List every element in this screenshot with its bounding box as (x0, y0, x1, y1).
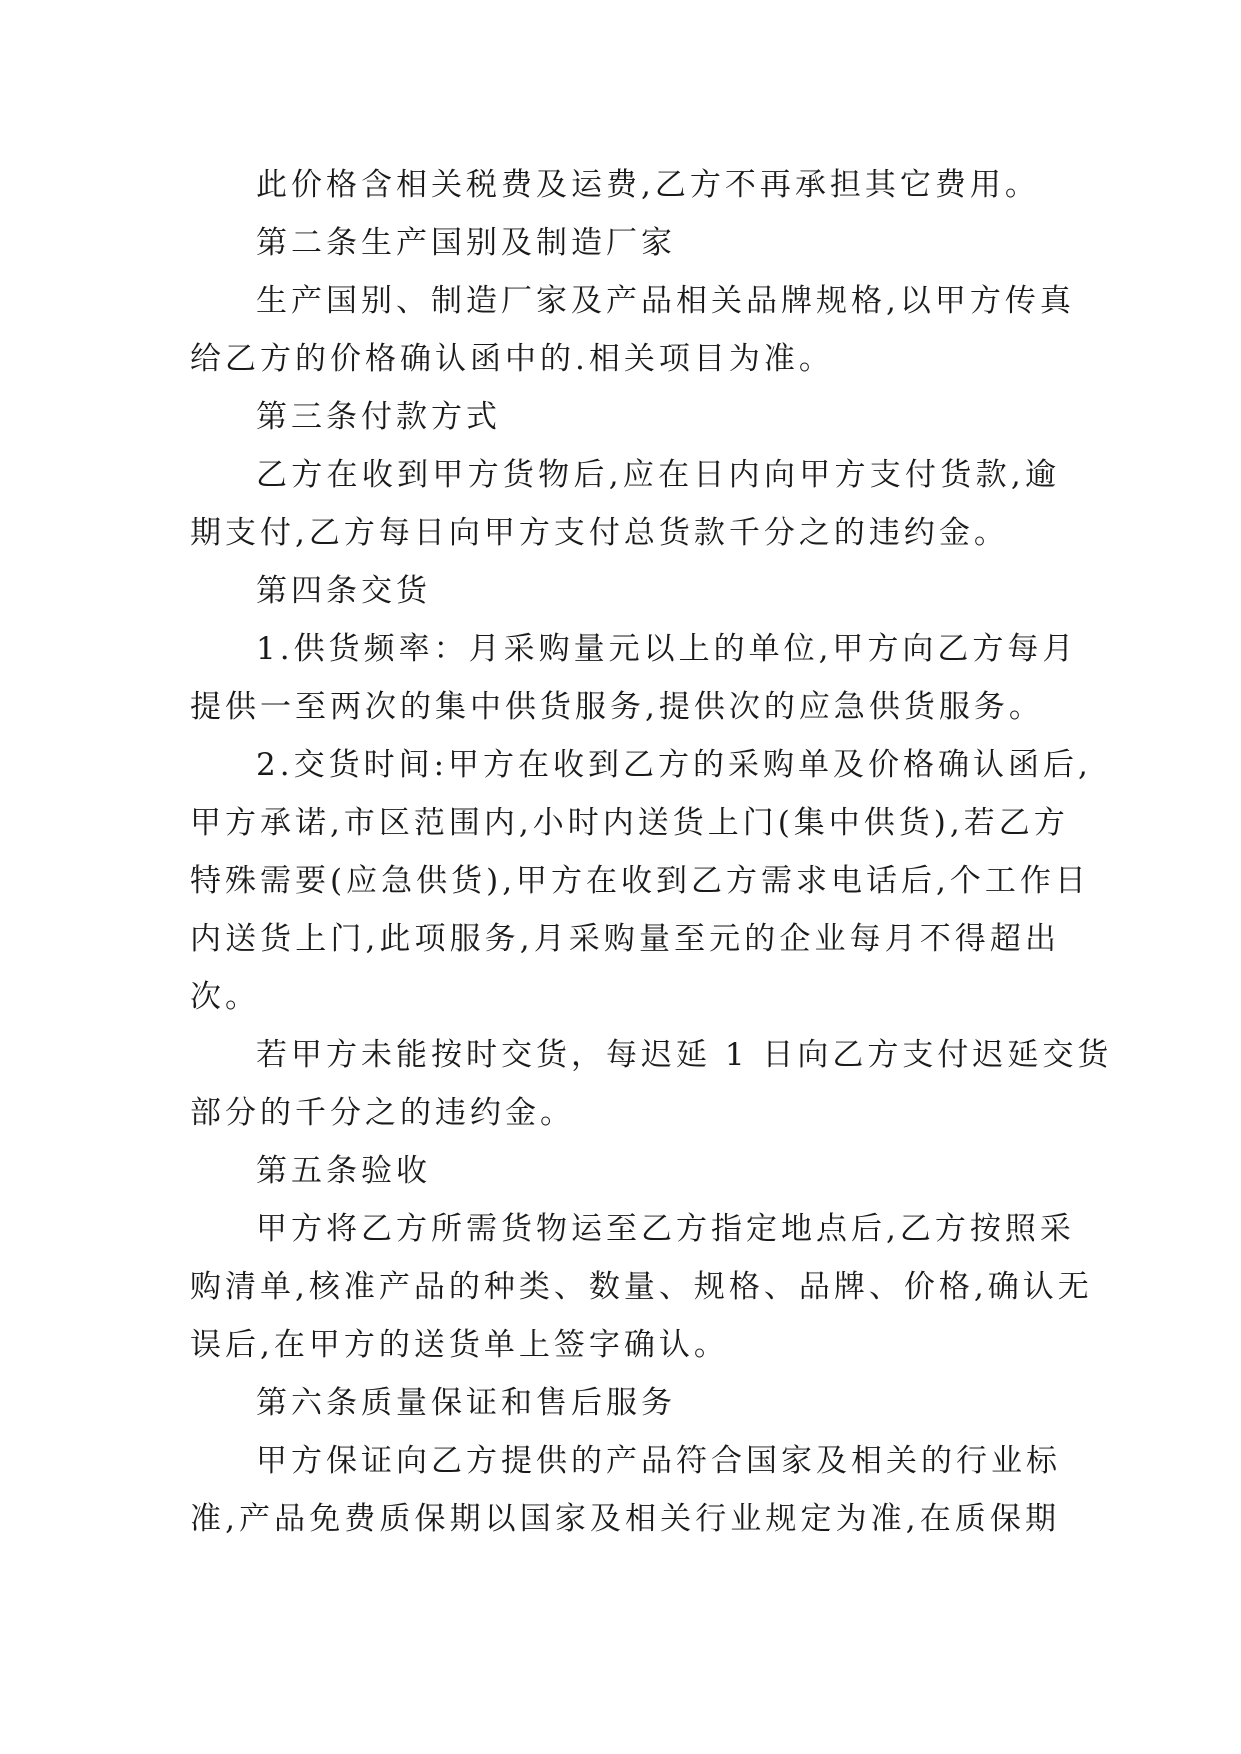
paragraph-line: 甲方将乙方所需货物运至乙方指定地点后,乙方按照采 (256, 1211, 1075, 1247)
paragraph-line: 部分的千分之的违约金。 (190, 1095, 575, 1131)
paragraph-line: 准,产品免费质保期以国家及相关行业规定为准,在质保期 (190, 1501, 1060, 1537)
paragraph-line: 特殊需要(应急供货),甲方在收到乙方需求电话后,个工作日 (190, 863, 1090, 899)
paragraph-line: 生产国别、制造厂家及产品相关品牌规格,以甲方传真 (256, 283, 1075, 319)
section-heading-2: 第二条生产国别及制造厂家 (256, 225, 676, 261)
paragraph-line: 内送货上门,此项服务,月采购量至元的企业每月不得超出 (190, 921, 1060, 957)
paragraph-line: 给乙方的价格确认函中的.相关项目为准。 (190, 341, 834, 377)
paragraph-line: 1.供货频率：月采购量元以上的单位,甲方向乙方每月 (256, 631, 1078, 667)
contract-body (190, 156, 1113, 1548)
paragraph-line: 购清单,核准产品的种类、数量、规格、品牌、价格,确认无 (190, 1269, 1093, 1305)
section-heading-4: 第四条交货 (256, 573, 431, 609)
paragraph-line: 误后,在甲方的送货单上签字确认。 (190, 1327, 729, 1363)
paragraph-line: 提供一至两次的集中供货服务,提供次的应急供货服务。 (190, 689, 1044, 725)
section-heading-6: 第六条质量保证和售后服务 (256, 1385, 676, 1421)
paragraph-line: 此价格含相关税费及运费,乙方不再承担其它费用。 (256, 167, 1040, 203)
paragraph-line: 期支付,乙方每日向甲方支付总货款千分之的违约金。 (190, 515, 1009, 551)
section-heading-5: 第五条验收 (256, 1153, 431, 1189)
paragraph-line: 若甲方未能按时交货，每迟延 1 日向乙方支付迟延交货 (256, 1037, 1113, 1073)
paragraph-line: 乙方在收到甲方货物后,应在日内向甲方支付货款,逾 (256, 457, 1060, 493)
paragraph-line: 甲方承诺,市区范围内,小时内送货上门(集中供货),若乙方 (190, 805, 1069, 841)
section-heading-3: 第三条付款方式 (256, 399, 501, 435)
paragraph-line: 2.交货时间:甲方在收到乙方的采购单及价格确认函后, (256, 747, 1092, 783)
paragraph-line: 次。 (190, 979, 260, 1015)
paragraph-line: 甲方保证向乙方提供的产品符合国家及相关的行业标 (256, 1443, 1061, 1479)
